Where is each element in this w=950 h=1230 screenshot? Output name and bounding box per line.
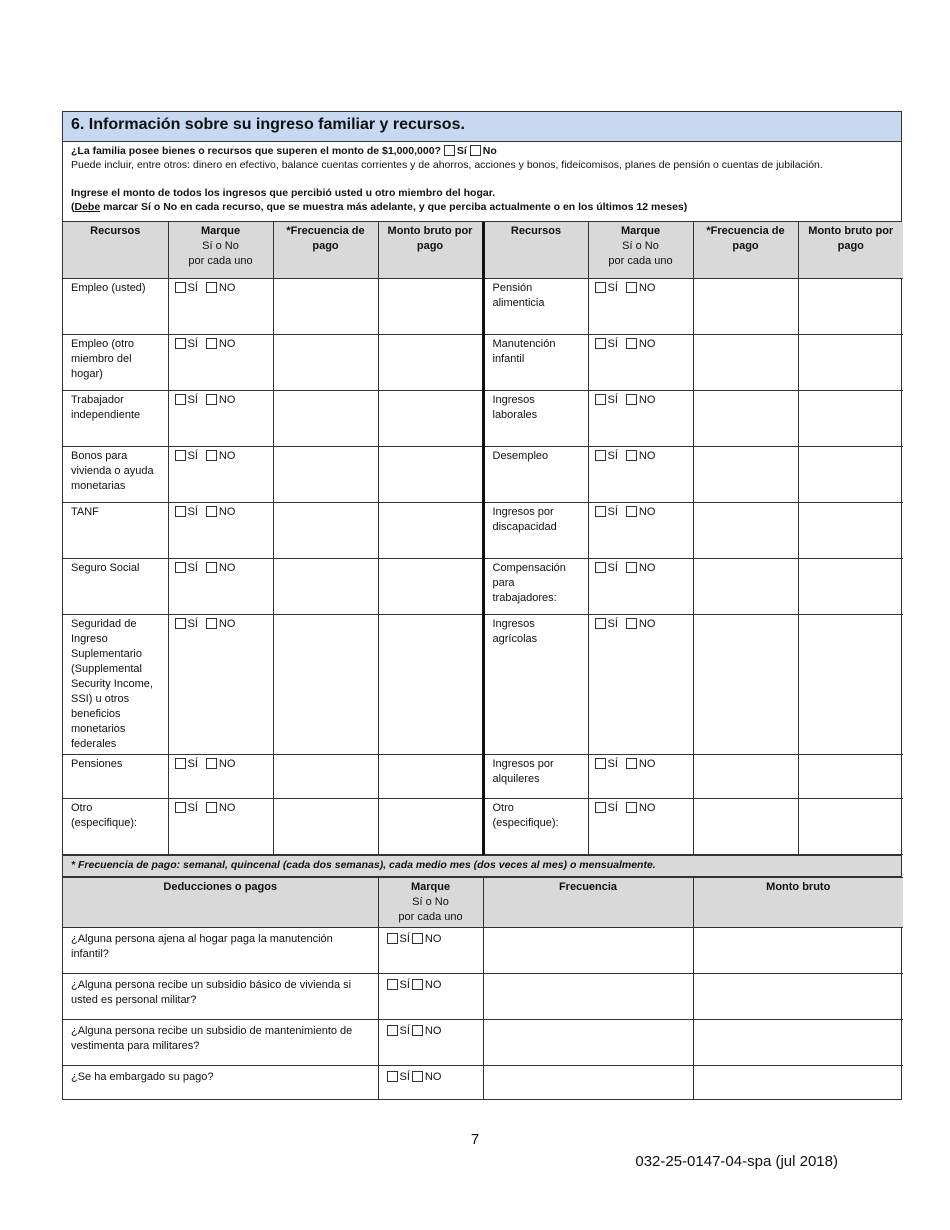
amount-input[interactable] <box>798 446 903 502</box>
resource-label: Otro (especifique): <box>63 798 168 854</box>
amount-input[interactable] <box>378 502 483 558</box>
frequency-input[interactable] <box>273 614 378 754</box>
frequency-input[interactable] <box>693 614 798 754</box>
yes-label: SÍ <box>607 337 618 350</box>
right-4-yes-checkbox[interactable] <box>595 506 606 517</box>
right-5-yes-checkbox[interactable] <box>595 562 606 573</box>
deduction-frequency-input[interactable] <box>483 1065 693 1099</box>
yes-label: SÍ <box>607 449 618 462</box>
frequency-input[interactable] <box>273 446 378 502</box>
table-row <box>63 1019 903 1065</box>
table-row <box>63 390 903 446</box>
no-label: NO <box>218 337 236 350</box>
table-row <box>63 502 903 558</box>
deduction-amount-input[interactable] <box>693 1019 903 1065</box>
yes-label: SÍ <box>607 801 618 814</box>
page-number: 7 <box>470 1131 480 1148</box>
frequency-input[interactable] <box>273 278 378 334</box>
table-row <box>63 1065 903 1099</box>
yes-label: SÍ <box>187 505 198 518</box>
amount-input[interactable] <box>378 390 483 446</box>
left-4-no-checkbox[interactable] <box>206 506 217 517</box>
amount-input[interactable] <box>378 334 483 390</box>
resource-label: Desempleo <box>483 446 588 502</box>
yes-label: SÍ <box>187 393 198 406</box>
resource-label: Empleo (otro miembro del hogar) <box>63 334 168 390</box>
ded-3-mark <box>378 1065 483 1099</box>
amount-input[interactable] <box>798 798 903 854</box>
yes-label: SÍ <box>187 449 198 462</box>
frequency-note: * Frecuencia de pago: semanal, quincenal (cada dos semanas), cada medio mes (dos veces al mes) o mensualmente. <box>63 855 901 877</box>
left-1-no-checkbox[interactable] <box>206 338 217 349</box>
amount-input[interactable] <box>378 798 483 854</box>
right-8-yes-checkbox[interactable] <box>595 802 606 813</box>
right-7-mark <box>588 754 693 798</box>
yes-label: SÍ <box>187 617 198 630</box>
no-label: NO <box>424 978 442 991</box>
right-1-mark <box>588 334 693 390</box>
right-1-no-checkbox[interactable] <box>626 338 637 349</box>
deduction-amount-input[interactable] <box>693 1065 903 1099</box>
resource-label: Bonos para vivienda o ayuda monetarias <box>63 446 168 502</box>
left-1-mark <box>168 334 273 390</box>
no-label: NO <box>638 449 656 462</box>
amount-input[interactable] <box>378 754 483 798</box>
frequency-input[interactable] <box>693 798 798 854</box>
amount-input[interactable] <box>378 558 483 614</box>
no-label: NO <box>218 757 236 770</box>
left-2-mark <box>168 390 273 446</box>
table-row <box>63 614 903 754</box>
amount-input[interactable] <box>798 278 903 334</box>
col-deductions-frequency: Frecuencia <box>483 877 693 927</box>
yes-label: SÍ <box>399 1070 410 1083</box>
yes-label: SÍ <box>399 1024 410 1037</box>
right-4-no-checkbox[interactable] <box>626 506 637 517</box>
deduction-frequency-input[interactable] <box>483 973 693 1019</box>
right-6-no-checkbox[interactable] <box>626 618 637 629</box>
resource-label: Trabajador independiente <box>63 390 168 446</box>
left-3-mark <box>168 446 273 502</box>
frequency-input[interactable] <box>693 390 798 446</box>
ded-1-no-checkbox[interactable] <box>412 979 423 990</box>
no-label: NO <box>638 505 656 518</box>
frequency-input[interactable] <box>693 754 798 798</box>
right-5-no-checkbox[interactable] <box>626 562 637 573</box>
yes-label: SÍ <box>607 561 618 574</box>
ded-2-no-checkbox[interactable] <box>412 1025 423 1036</box>
resource-label: Pensión alimenticia <box>483 278 588 334</box>
left-0-no-checkbox[interactable] <box>206 282 217 293</box>
left-8-mark <box>168 798 273 854</box>
income-resources-form <box>62 111 902 1100</box>
left-6-no-checkbox[interactable] <box>206 618 217 629</box>
assets-no-checkbox[interactable] <box>470 145 481 156</box>
ded-3-yes-checkbox[interactable] <box>387 1071 398 1082</box>
amount-input[interactable] <box>378 614 483 754</box>
left-4-yes-checkbox[interactable] <box>175 506 186 517</box>
left-4-mark <box>168 502 273 558</box>
assets-no-label: No <box>482 145 497 157</box>
yes-label: SÍ <box>187 337 198 350</box>
yes-label: SÍ <box>607 617 618 630</box>
ded-0-yes-checkbox[interactable] <box>387 933 398 944</box>
left-3-no-checkbox[interactable] <box>206 450 217 461</box>
left-7-mark <box>168 754 273 798</box>
amount-input[interactable] <box>798 334 903 390</box>
no-label: NO <box>638 617 656 630</box>
no-label: NO <box>218 393 236 406</box>
table-row <box>63 754 903 798</box>
resource-label: Ingresos agrícolas <box>483 614 588 754</box>
table-row <box>63 927 903 973</box>
right-3-no-checkbox[interactable] <box>626 450 637 461</box>
col-amount-right: Monto bruto por pago <box>798 222 903 278</box>
col-deductions-mark: Marque Sí o No por cada uno <box>378 877 483 927</box>
ded-0-mark <box>378 927 483 973</box>
resource-label: Otro (especifique): <box>483 798 588 854</box>
right-7-no-checkbox[interactable] <box>626 758 637 769</box>
left-5-yes-checkbox[interactable] <box>175 562 186 573</box>
income-instruction: Ingrese el monto de todos los ingresos que percibió usted u otro miembro del hogar. <box>71 187 496 199</box>
resource-label: Seguridad de Ingreso Suplementario (Supplemental Security Income, SSI) u otros beneficios monetarios federales <box>63 614 168 754</box>
right-0-mark <box>588 278 693 334</box>
table-row <box>63 334 903 390</box>
no-label: NO <box>638 281 656 294</box>
section-title: 6. Información sobre su ingreso familiar y recursos. <box>63 112 901 142</box>
no-label: NO <box>218 449 236 462</box>
ded-1-mark <box>378 973 483 1019</box>
deduction-question: ¿Alguna persona recibe un subsidio de mantenimiento de vestimenta para militares? <box>63 1019 378 1065</box>
right-2-no-checkbox[interactable] <box>626 394 637 405</box>
left-0-mark <box>168 278 273 334</box>
amount-input[interactable] <box>798 558 903 614</box>
frequency-input[interactable] <box>693 334 798 390</box>
amount-input[interactable] <box>798 502 903 558</box>
left-0-yes-checkbox[interactable] <box>175 282 186 293</box>
no-label: NO <box>218 561 236 574</box>
frequency-input[interactable] <box>693 278 798 334</box>
right-8-no-checkbox[interactable] <box>626 802 637 813</box>
right-1-yes-checkbox[interactable] <box>595 338 606 349</box>
no-label: NO <box>424 932 442 945</box>
ded-0-no-checkbox[interactable] <box>412 933 423 944</box>
yes-label: SÍ <box>399 978 410 991</box>
amount-input[interactable] <box>798 754 903 798</box>
right-0-yes-checkbox[interactable] <box>595 282 606 293</box>
right-2-yes-checkbox[interactable] <box>595 394 606 405</box>
table-row <box>63 558 903 614</box>
frequency-input[interactable] <box>693 502 798 558</box>
resource-label: Pensiones <box>63 754 168 798</box>
right-4-mark <box>588 502 693 558</box>
table-row <box>63 973 903 1019</box>
no-label: NO <box>638 757 656 770</box>
assets-note: Puede incluir, entre otros: dinero en efectivo, balance cuentas corrientes y de ahorros, acciones y bonos, fideicomisos, planes de pensión o cuentas de jubilación. <box>71 159 823 171</box>
no-label: NO <box>638 801 656 814</box>
col-mark-right: Marque Sí o No por cada uno <box>588 222 693 278</box>
deduction-amount-input[interactable] <box>693 927 903 973</box>
right-3-yes-checkbox[interactable] <box>595 450 606 461</box>
frequency-input[interactable] <box>273 334 378 390</box>
frequency-input[interactable] <box>273 502 378 558</box>
frequency-input[interactable] <box>693 558 798 614</box>
right-0-no-checkbox[interactable] <box>626 282 637 293</box>
section-intro <box>63 142 901 222</box>
deduction-amount-input[interactable] <box>693 973 903 1019</box>
right-5-mark <box>588 558 693 614</box>
left-3-yes-checkbox[interactable] <box>175 450 186 461</box>
ded-2-yes-checkbox[interactable] <box>387 1025 398 1036</box>
deduction-question: ¿Se ha embargado su pago? <box>63 1065 378 1099</box>
no-label: NO <box>218 617 236 630</box>
col-resources-right: Recursos <box>483 222 588 278</box>
no-label: NO <box>638 393 656 406</box>
amount-input[interactable] <box>378 446 483 502</box>
table-row <box>63 798 903 854</box>
no-label: NO <box>218 281 236 294</box>
no-label: NO <box>424 1070 442 1083</box>
resource-label: TANF <box>63 502 168 558</box>
form-code: 032-25-0147-04-spa (jul 2018) <box>635 1153 838 1170</box>
left-2-yes-checkbox[interactable] <box>175 394 186 405</box>
no-label: NO <box>638 561 656 574</box>
yes-label: SÍ <box>607 505 618 518</box>
frequency-input[interactable] <box>273 558 378 614</box>
col-deductions: Deducciones o pagos <box>63 877 378 927</box>
left-6-mark <box>168 614 273 754</box>
deduction-frequency-input[interactable] <box>483 927 693 973</box>
assets-yes-checkbox[interactable] <box>444 145 455 156</box>
right-8-mark <box>588 798 693 854</box>
no-label: NO <box>218 801 236 814</box>
no-label: NO <box>638 337 656 350</box>
left-7-no-checkbox[interactable] <box>206 758 217 769</box>
assets-question-text: ¿La familia posee bienes o recursos que superen el monto de $1,000,000? <box>71 145 441 157</box>
resource-label: Manutención infantil <box>483 334 588 390</box>
yes-label: SÍ <box>607 393 618 406</box>
col-frequency: *Frecuencia de pago <box>273 222 378 278</box>
frequency-input[interactable] <box>693 446 798 502</box>
right-7-yes-checkbox[interactable] <box>595 758 606 769</box>
col-deductions-amount: Monto bruto <box>693 877 903 927</box>
yes-label: SÍ <box>187 757 198 770</box>
right-6-mark <box>588 614 693 754</box>
resource-label: Ingresos laborales <box>483 390 588 446</box>
no-label: NO <box>424 1024 442 1037</box>
left-8-no-checkbox[interactable] <box>206 802 217 813</box>
deduction-question: ¿Alguna persona ajena al hogar paga la manutención infantil? <box>63 927 378 973</box>
no-label: NO <box>218 505 236 518</box>
table-row <box>63 278 903 334</box>
ded-3-no-checkbox[interactable] <box>412 1071 423 1082</box>
amount-input[interactable] <box>378 278 483 334</box>
yes-label: SÍ <box>187 561 198 574</box>
resource-label: Compensación para trabajadores: <box>483 558 588 614</box>
yes-label: SÍ <box>399 932 410 945</box>
amount-input[interactable] <box>798 390 903 446</box>
resource-label: Empleo (usted) <box>63 278 168 334</box>
ded-2-mark <box>378 1019 483 1065</box>
left-7-yes-checkbox[interactable] <box>175 758 186 769</box>
resource-label: Ingresos por discapacidad <box>483 502 588 558</box>
right-2-mark <box>588 390 693 446</box>
frequency-input[interactable] <box>273 754 378 798</box>
yes-label: SÍ <box>607 281 618 294</box>
yes-label: SÍ <box>607 757 618 770</box>
frequency-input[interactable] <box>273 390 378 446</box>
table-row <box>63 446 903 502</box>
yes-label: SÍ <box>187 801 198 814</box>
right-3-mark <box>588 446 693 502</box>
deduction-question: ¿Alguna persona recibe un subsidio básico de vivienda si usted es personal militar? <box>63 973 378 1019</box>
frequency-input[interactable] <box>273 798 378 854</box>
right-6-yes-checkbox[interactable] <box>595 618 606 629</box>
left-5-mark <box>168 558 273 614</box>
col-mark: Marque Sí o No por cada uno <box>168 222 273 278</box>
income-table <box>63 222 903 855</box>
resource-label: Seguro Social <box>63 558 168 614</box>
assets-question <box>71 144 893 158</box>
col-resources: Recursos <box>63 222 168 278</box>
resource-label: Ingresos por alquileres <box>483 754 588 798</box>
left-5-no-checkbox[interactable] <box>206 562 217 573</box>
income-instruction-2: (Debe marcar Sí o No en cada recurso, que se muestra más adelante, y que perciba actualmente o en los últimos 12 meses) <box>71 201 688 213</box>
ded-1-yes-checkbox[interactable] <box>387 979 398 990</box>
col-amount: Monto bruto por pago <box>378 222 483 278</box>
left-6-yes-checkbox[interactable] <box>175 618 186 629</box>
amount-input[interactable] <box>798 614 903 754</box>
left-1-yes-checkbox[interactable] <box>175 338 186 349</box>
yes-label: SÍ <box>187 281 198 294</box>
left-2-no-checkbox[interactable] <box>206 394 217 405</box>
left-8-yes-checkbox[interactable] <box>175 802 186 813</box>
deduction-frequency-input[interactable] <box>483 1019 693 1065</box>
col-frequency-right: *Frecuencia de pago <box>693 222 798 278</box>
assets-yes-label: Sí <box>456 145 467 157</box>
deductions-table <box>63 877 903 1100</box>
